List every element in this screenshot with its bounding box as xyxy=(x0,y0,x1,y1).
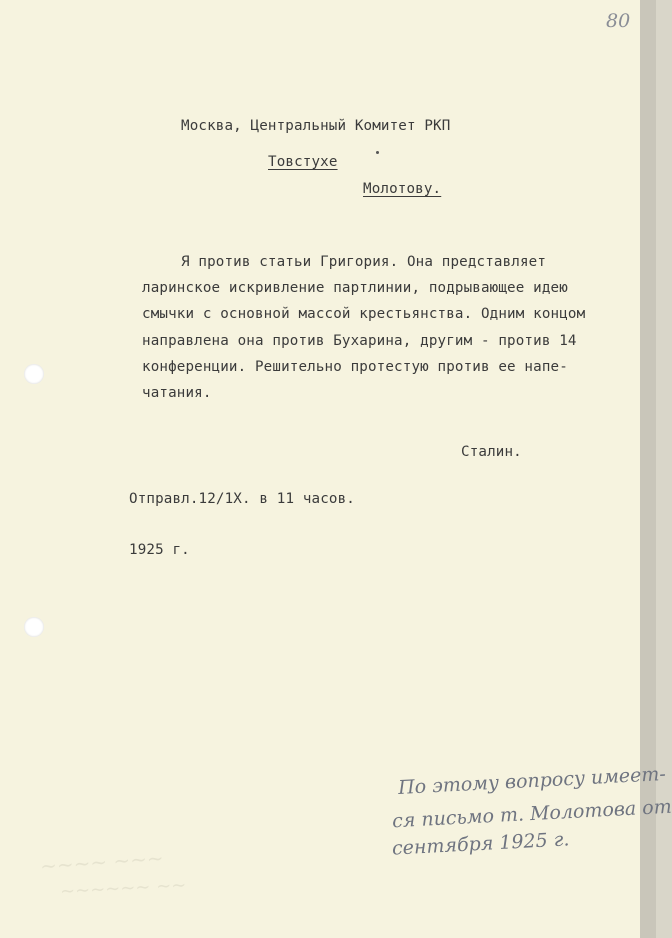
punch-hole-top xyxy=(24,364,44,384)
handwritten-note-line-2: ся письмо т. Молотова от xyxy=(391,795,672,833)
signature: Сталин. xyxy=(461,444,522,460)
handwritten-note-line-1: По этому вопросу имеет- xyxy=(397,763,667,799)
recipient-molotov: Молотову. xyxy=(363,181,442,197)
body-line-4: направлена она против Бухарина, другим - против 14 xyxy=(142,333,577,349)
bleed-through-mark: ~~~~~~ ~~ xyxy=(59,874,187,903)
punch-hole-bottom xyxy=(24,617,44,637)
bleed-through-mark: ~~~~ ~~~ xyxy=(39,845,165,879)
page-number: 80 xyxy=(606,10,631,32)
body-line-2: ларинское искривление партлинии, подрывающее идею xyxy=(142,280,568,296)
sent-note: Отправл.12/1Х. в 11 часов. xyxy=(129,491,355,507)
handwritten-note-line-3: сентября 1925 г. xyxy=(391,828,570,860)
body-line-6: чатания. xyxy=(142,385,212,401)
body-line-3: смычки с основной массой крестьянства. Одним концом xyxy=(142,306,586,322)
year: 1925 г. xyxy=(129,542,190,558)
body-line-5: конференции. Решительно протестую против ее напе- xyxy=(142,359,568,375)
address-line: Москва, Центральный Комитет РКП xyxy=(181,118,451,134)
recipient-tovstukha: Товстухе xyxy=(268,154,338,170)
body-line-1: Я против статьи Григория. Она представляет xyxy=(181,254,547,270)
ink-mark xyxy=(376,151,379,154)
